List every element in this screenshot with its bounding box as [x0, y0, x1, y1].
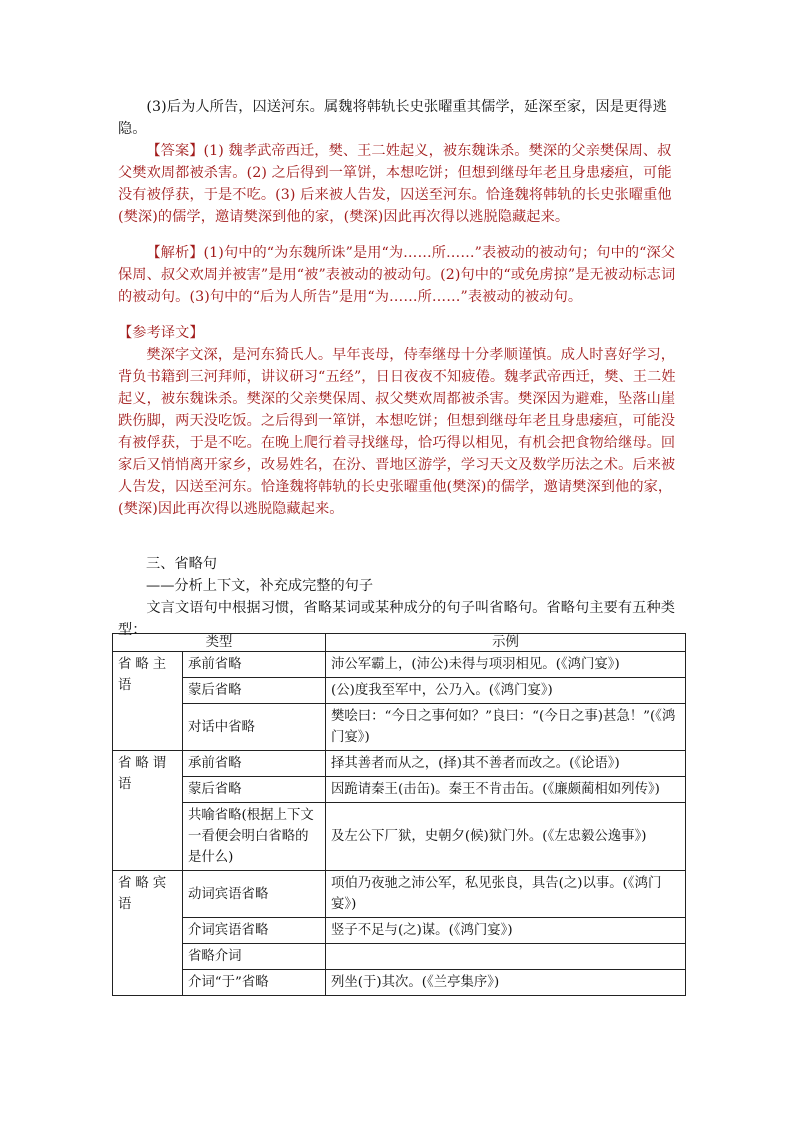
- translation-label: 【参考译文】: [118, 325, 204, 341]
- example-cell: 列坐(于)其次。(《兰亭集序》): [326, 970, 686, 996]
- answer-paragraph: [118, 140, 684, 228]
- subtype-cell: 蒙后省略: [183, 777, 326, 803]
- table-row: [113, 652, 686, 678]
- subtype-cell: 省略介词: [183, 944, 326, 970]
- example-cell: 樊哙曰：“今日之事何如？”良曰：“(今日之事)甚急！”(《鸿门宴》): [326, 704, 686, 751]
- subtype-cell: 承前省略: [183, 751, 326, 777]
- answer-text: (1) 魏孝武帝西迁，樊、王二姓起义，被东魏诛杀。樊深的父亲樊保周、叔父樊欢周都被杀害。(2) 之后得到一箪饼，本想吃饼；但想到继母年老且身患痿疸，可能没有被俘获，于是不吃。(3) 后来被人告发，囚送至河东。恰逢魏将韩轨的长史张曜重他(樊深)的儒学，邀请樊深到他的家，(樊深)因此再次得以逃脱隐藏起来。: [118, 143, 672, 225]
- example-cell: [326, 944, 686, 970]
- subtype-cell: 共喻省略(根据上下文一看便会明白省略的是什么): [183, 803, 326, 871]
- table-row: [113, 678, 686, 704]
- analysis-label: 【解析】: [146, 245, 204, 261]
- ellipsis-types-table: [112, 633, 686, 996]
- example-cell: 沛公军霸上，(沛公)未得与项羽相见。(《鸿门宴》): [326, 652, 686, 678]
- example-cell: 项伯乃夜驰之沛公军，私见张良，具告(之)以事。(《鸿门宴》): [326, 871, 686, 918]
- section-subtitle: ——分析上下文，补充成完整的句子: [146, 578, 374, 594]
- category-cell: 省略主语: [113, 652, 183, 751]
- table-row: [113, 751, 686, 777]
- subtype-cell: 动词宾语省略: [183, 871, 326, 918]
- category-cell: 省略谓语: [113, 751, 183, 871]
- analysis-paragraph: [118, 242, 684, 308]
- example-cell: 因跪请秦王(击缶)。秦王不肯击缶。(《廉颇蔺相如列传》): [326, 777, 686, 803]
- table-header-row: [113, 634, 686, 652]
- example-cell: 竖子不足与(之)谋。(《鸿门宴》): [326, 918, 686, 944]
- subtype-cell: 对话中省略: [183, 704, 326, 751]
- subtype-cell: 承前省略: [183, 652, 326, 678]
- table-row: [113, 944, 686, 970]
- table-row: [113, 918, 686, 944]
- analysis-text: (1)句中的“为东魏所诛”是用“为……所……”表被动的被动句；句中的“深父保周、叔父欢周并被害”是用“被”表被动的被动句。(2)句中的“或免虏掠”是无被动标志词的被动句。(3)句中的“后为人所告”是用“为……所……”表被动的被动句。: [118, 245, 676, 305]
- answer-label: 【答案】: [146, 143, 204, 159]
- header-example: 示例: [326, 634, 686, 652]
- table-row: [113, 970, 686, 996]
- header-type: 类型: [113, 634, 326, 652]
- subtype-cell: 介词“于”省略: [183, 970, 326, 996]
- table-row: [113, 871, 686, 918]
- section-title: 三、省略句: [146, 556, 217, 572]
- category-cell: 省略宾语: [113, 871, 183, 996]
- example-cell: 择其善者而从之，(择)其不善者而改之。(《论语》): [326, 751, 686, 777]
- section-intro: 文言文语句中根据习惯，省略某词或某种成分的句子叫省略句。省略句主要有五种类型：: [118, 600, 676, 638]
- table-row: [113, 777, 686, 803]
- table-row: [113, 704, 686, 751]
- table-row: [113, 803, 686, 871]
- question-3-paragraph: (3)后为人所告，囚送河东。属魏将韩轨长史张曜重其儒学，延深至家，因是更得逃隐。: [118, 99, 667, 137]
- example-cell: (公)度我至军中，公乃入。(《鸿门宴》): [326, 678, 686, 704]
- example-cell: 及左公下厂狱，史朝夕(候)狱门外。(《左忠毅公逸事》): [326, 803, 686, 871]
- subtype-cell: 介词宾语省略: [183, 918, 326, 944]
- translation-text: 樊深字文深，是河东猗氏人。早年丧母，侍奉继母十分孝顺谨慎。成人时喜好学习，背负书籍到三河拜师，讲议研习“五经”，日日夜夜不知疲倦。魏孝武帝西迁，樊、王二姓起义，被东魏诛杀。樊深的父亲樊保周、叔父樊欢周都被杀害。樊深因为避难，坠落山崖跌伤脚，两天没吃饭。之后得到一箪饼，本想吃饼；但想到继母年老且身患痿疸，可能没有被俘获，于是不吃。在晚上爬行着寻找继母，恰巧得以相见，有机会把食物给继母。回家后又悄悄离开家乡，改易姓名，在汾、晋地区游学，学习天文及数学历法之术。后来被人告发，囚送至河东。恰逢魏将韩轨的长史张曜重他(樊深)的儒学，邀请樊深到他的家，(樊深)因此再次得以逃脱隐藏起来。: [118, 347, 676, 517]
- subtype-cell: 蒙后省略: [183, 678, 326, 704]
